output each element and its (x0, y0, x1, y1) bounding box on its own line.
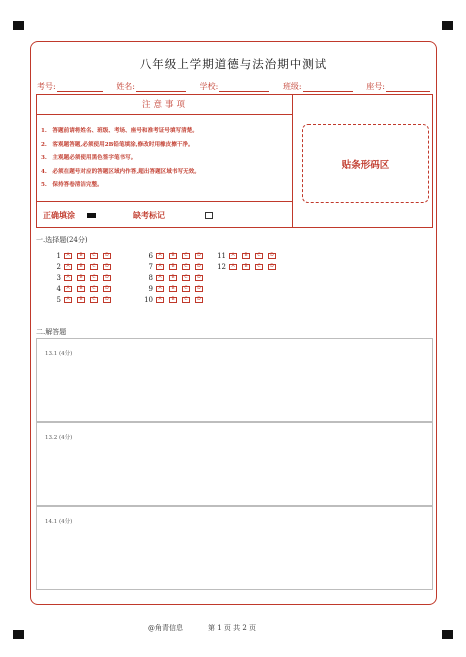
alignment-mark-top-left (13, 21, 24, 30)
choice-option-bubble[interactable]: C (90, 264, 98, 270)
question-number: 4 (56, 285, 61, 293)
choice-option-bubble[interactable]: B (77, 253, 85, 259)
notice-item: 4. 必须在题号对应的答题区域内作答,超出答题区域书写无效。 (41, 168, 200, 175)
choice-option-bubble[interactable]: C (90, 297, 98, 303)
choice-option-bubble[interactable]: D (195, 264, 203, 270)
choice-option-bubble[interactable]: A (229, 264, 237, 270)
notice-list (41, 125, 291, 193)
absent-mark-legend (133, 210, 213, 221)
choice-option-bubble[interactable]: A (156, 264, 164, 270)
choice-option-bubble[interactable]: D (268, 253, 276, 259)
choice-option-bubble[interactable]: A (64, 253, 72, 259)
exam-number-field[interactable] (37, 78, 103, 92)
choice-option-bubble[interactable]: C (182, 253, 190, 259)
info-label: 姓名: (116, 82, 136, 91)
question-number: 2 (56, 263, 61, 271)
choice-option-bubble[interactable]: A (156, 275, 164, 281)
choice-option-bubble[interactable]: B (169, 275, 177, 281)
choice-option-bubble[interactable]: B (77, 264, 85, 270)
info-label: 座号: (366, 82, 385, 91)
section-choice-title: 一.选择题(24分) (36, 236, 88, 244)
choice-option-bubble[interactable]: C (182, 264, 190, 270)
choice-option-bubble[interactable]: B (169, 253, 177, 259)
answer-label: 13.1 (4分) (45, 351, 73, 357)
choice-question (214, 263, 281, 271)
question-number: 3 (56, 274, 61, 282)
choice-option-bubble[interactable]: A (64, 297, 72, 303)
choice-question (141, 296, 208, 304)
info-blank[interactable] (303, 83, 353, 92)
choice-question (141, 263, 208, 271)
page-indicator: 第 1 页 共 2 页 (208, 624, 257, 632)
choice-question (49, 252, 116, 260)
choice-option-bubble[interactable]: B (242, 253, 250, 259)
answer-box-13-1[interactable] (36, 338, 433, 422)
choice-option-bubble[interactable]: C (182, 275, 190, 281)
header-box (36, 94, 433, 228)
barcode-label: 贴条形码区 (341, 159, 390, 171)
choice-option-bubble[interactable]: D (103, 275, 111, 281)
choice-grid (49, 252, 349, 307)
choice-question (141, 274, 208, 282)
answer-box-14-1[interactable] (36, 506, 433, 590)
info-label: 学校: (199, 82, 219, 91)
choice-option-bubble[interactable]: D (195, 286, 203, 292)
notice-item: 2. 客观题答题,必须使用2B铅笔填涂,修改时用橡皮擦干净。 (41, 141, 194, 148)
choice-option-bubble[interactable]: D (195, 275, 203, 281)
info-label: 考号: (37, 82, 56, 91)
choice-option-bubble[interactable]: A (156, 253, 164, 259)
choice-question (49, 274, 116, 282)
question-number: 11 (217, 252, 226, 260)
choice-option-bubble[interactable]: A (156, 286, 164, 292)
choice-question (141, 252, 208, 260)
question-number: 8 (148, 274, 153, 282)
choice-option-bubble[interactable]: C (255, 253, 263, 259)
correct-fill-legend (43, 210, 96, 221)
choice-option-bubble[interactable]: B (242, 264, 250, 270)
choice-option-bubble[interactable]: A (64, 286, 72, 292)
choice-option-bubble[interactable]: B (169, 286, 177, 292)
absent-checkbox[interactable] (205, 212, 213, 219)
question-number: 10 (144, 296, 153, 304)
alignment-mark-bottom-left (13, 630, 24, 639)
fill-legend (37, 201, 293, 227)
choice-option-bubble[interactable]: C (255, 264, 263, 270)
choice-option-bubble[interactable]: B (77, 275, 85, 281)
filled-swatch-icon (87, 213, 96, 218)
info-blank[interactable] (219, 83, 269, 92)
choice-option-bubble[interactable]: D (195, 297, 203, 303)
barcode-area (302, 124, 429, 203)
question-number: 1 (56, 252, 61, 260)
info-label: 班级: (282, 82, 302, 91)
section-answer-title: 二.解答题 (36, 328, 67, 336)
alignment-mark-top-right (442, 21, 453, 30)
choice-option-bubble[interactable]: A (64, 275, 72, 281)
question-number: 6 (148, 252, 153, 260)
choice-option-bubble[interactable]: B (169, 297, 177, 303)
class-field[interactable] (283, 78, 353, 92)
choice-question (141, 285, 208, 293)
school-field[interactable] (200, 78, 270, 92)
answer-label: 14.1 (4分) (45, 519, 73, 525)
choice-option-bubble[interactable]: C (182, 286, 190, 292)
seat-number-field[interactable] (366, 78, 430, 92)
choice-option-bubble[interactable]: C (90, 253, 98, 259)
choice-option-bubble[interactable]: D (195, 253, 203, 259)
choice-option-bubble[interactable]: B (169, 264, 177, 270)
notice-column (37, 95, 293, 227)
question-number: 12 (217, 263, 226, 271)
footer-brand: @角青信息 (148, 624, 183, 632)
question-number: 9 (148, 285, 153, 293)
choice-question (49, 296, 116, 304)
choice-option-bubble[interactable]: C (90, 275, 98, 281)
notice-item: 5. 保持答卷清洁完整。 (41, 182, 103, 188)
choice-option-bubble[interactable]: A (229, 253, 237, 259)
choice-option-bubble[interactable]: A (64, 264, 72, 270)
notice-item: 1. 答题前请将姓名、班级、考场、座号和准考证号填写清楚。 (41, 128, 198, 134)
page-title: 八年级上学期道德与法治期中测试 (139, 57, 328, 71)
answer-box-13-2[interactable] (36, 422, 433, 506)
question-number: 5 (56, 296, 61, 304)
choice-option-bubble[interactable]: A (156, 297, 164, 303)
answer-sheet (30, 41, 437, 605)
choice-option-bubble[interactable]: D (268, 264, 276, 270)
choice-option-bubble[interactable]: C (90, 286, 98, 292)
notice-heading: 注意事项 (37, 95, 293, 115)
alignment-mark-bottom-right (442, 630, 453, 639)
info-blank[interactable] (57, 83, 103, 92)
choice-option-bubble[interactable]: D (103, 264, 111, 270)
choice-option-bubble[interactable]: B (77, 297, 85, 303)
info-blank[interactable] (386, 83, 430, 92)
info-blank[interactable] (136, 83, 186, 92)
choice-option-bubble[interactable]: C (182, 297, 190, 303)
choice-option-bubble[interactable]: D (103, 297, 111, 303)
choice-option-bubble[interactable]: D (103, 253, 111, 259)
answer-label: 13.2 (4分) (45, 435, 73, 441)
question-number: 7 (148, 263, 153, 271)
student-info-row (37, 78, 430, 92)
notice-item: 3. 主观题必须使用黑色签字笔书写。 (41, 155, 137, 161)
choice-question (49, 285, 116, 293)
absent-mark-label: 缺考标记 (133, 210, 165, 220)
choice-option-bubble[interactable]: B (77, 286, 85, 292)
choice-question (214, 252, 281, 260)
correct-fill-label: 正确填涂 (43, 210, 75, 220)
choice-question (49, 263, 116, 271)
choice-option-bubble[interactable]: D (103, 286, 111, 292)
name-field[interactable] (116, 78, 186, 92)
